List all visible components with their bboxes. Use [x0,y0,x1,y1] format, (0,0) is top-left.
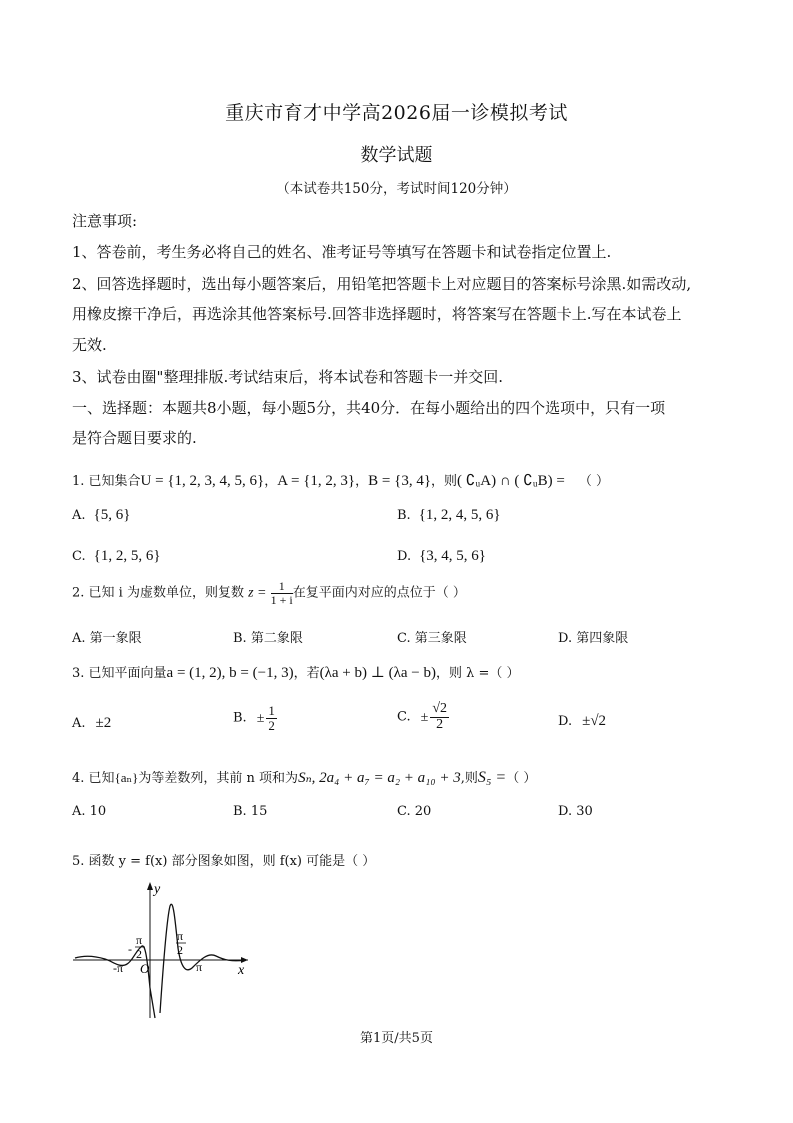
section1-line2: 是符合题目要求的. [72,429,197,447]
q3-option-b-fraction: $\frac{1}{2}$ [268,703,275,733]
graph-pi-label: π [196,960,203,974]
exam-title: 重庆市育才中学高2026届一诊模拟考试 [225,102,568,124]
note-item-2-line2: 用橡皮擦干净后，再选涂其他答案标号.回答非选择题时，将答案写在答题卡上.写在本试卷上 [72,305,682,323]
q3-condition: (λa + b) ⊥ (λa − b) [319,665,436,681]
q4-option-d[interactable]: D. 30 [558,804,593,819]
q1-option-b-value: {1, 2, 4, 5, 6} [418,507,501,523]
q1-option-c-value: {1, 2, 5, 6} [93,548,161,564]
q1-expression: ( ∁ᵤA) ∩ ( ∁ᵤB) = [457,473,565,489]
graph-y-label: y [154,882,161,897]
note-item-2-line1: 2、回答选择题时，选出每小题答案后，用铅笔把答题卡上对应题目的答案标号涂黑.如需改动, [72,275,692,293]
q4-mid: 为等差数列，其前 n 项和为 [138,771,299,786]
note-item-2-line3: 无效. [72,336,107,354]
section1-line1: 一、选择题：本题共8小题，每小题5分，共40分．在每小题给出的四个选项中，只有一项 [72,399,666,417]
q4-option-c[interactable]: C. 20 [397,804,432,819]
q2-prefix: 2. 已知 i 为虚数单位，则复数 [72,585,244,601]
q5-function-graph [70,878,260,1023]
q4-option-a[interactable]: A. 10 [72,804,107,819]
q3-option-a[interactable]: A. ±2 [72,715,112,731]
q3-option-c-fraction: $\frac{√2}{2}$ [432,701,447,732]
note-item-3: 3、试卷由圈"整理排版.考试结束后，将本试卷和答题卡一并交回. [72,368,503,386]
notes-heading: 注意事项: [72,212,138,230]
graph-neg-half-pi-den: 2 [136,947,142,961]
q1-set-a: A = {1, 2, 3} [277,473,356,489]
q3-option-b[interactable]: B. ± $\frac{1}{2}$ [233,703,275,733]
q4-answer-paren: （ ） [506,771,537,786]
q3-option-d-value: ±√2 [582,713,607,729]
q3-mid: ，若 [293,666,320,681]
graph-half-pi-num: π [177,929,184,943]
q2-suffix: 在复平面内对应的点位于（ ） [292,585,466,601]
q1-answer-paren: （ ） [578,474,609,489]
graph-x-label: x [238,963,245,978]
q3-vectors: a = (1, 2), b = (−1, 3) [166,665,294,681]
note-item-1: 1、答卷前，考生务必将自己的姓名、准考证号等填写在答题卡和试卷指定位置上. [72,243,612,261]
q4-sequence: {aₙ} [114,770,139,785]
graph-neg-half-pi-num: π [136,933,143,947]
q2-z: z = [248,585,267,601]
q4-stem [72,767,536,787]
q4-then: ,则 [460,771,478,786]
q1-then: ，则 [431,474,458,489]
q1-option-d[interactable]: D. {3, 4, 5, 6} [397,548,486,564]
q1-option-d-value: {3, 4, 5, 6} [419,548,486,564]
exam-info: （本试卷共150分，考试时间120分钟） [276,181,517,197]
q1-prefix: 1. 已知集合 [72,474,141,489]
q1-option-c[interactable]: C. {1, 2, 5, 6} [72,548,161,564]
page-footer: 第1页/共5页 [360,1031,433,1046]
subject-title: 数学试题 [360,145,433,166]
q4-condition: Sₙ, 2a₄ + a₇ = a₂ + a₁₀ + 3 [298,770,461,786]
q4-prefix: 4. 已知 [72,771,115,786]
q3-option-d[interactable]: D. ±√2 [558,713,607,729]
q1-option-a[interactable]: A. {5, 6} [72,507,131,523]
q3-option-c[interactable]: C. ± $\frac{√2}{2}$ [397,701,447,732]
q1-option-a-value: {5, 6} [93,507,131,523]
q2-option-c[interactable]: C. 第三象限 [397,631,467,646]
q2-stem [72,580,466,606]
q2-fraction: $\frac{1}{1 + i}$ [270,579,293,607]
q4-option-b[interactable]: B. 15 [233,804,268,819]
y-axis-arrow [147,882,153,890]
curve-right-branch [160,904,246,1013]
q3-suffix: ，则 λ =（ ） [435,666,520,681]
graph-neg-half-pi-sign: - [128,942,132,956]
q1-stem: 1. 已知集合U = {1, 2, 3, 4, 5, 6}，A = {1, 2, 3}，B = {3, 4}，则( ∁ᵤA) ∩ ( ∁ᵤB) = （ ） [72,473,609,489]
q2-option-b[interactable]: B. 第二象限 [233,631,303,646]
q1-set-u: U = {1, 2, 3, 4, 5, 6} [140,473,265,489]
q5-stem: 5. 函数 y = f(x) 部分图象如图，则 f(x) 可能是（ ） [72,854,376,869]
q3-prefix: 3. 已知平面向量 [72,666,167,681]
q3-stem [72,662,520,682]
q2-option-a[interactable]: A. 第一象限 [72,631,142,646]
q3-option-a-value: ±2 [95,715,112,731]
graph-neg-pi-label: -π [113,961,124,975]
q2-option-d[interactable]: D. 第四象限 [558,631,629,646]
q1-option-b[interactable]: B. {1, 2, 4, 5, 6} [397,507,501,523]
q1-set-b: B = {3, 4} [368,473,432,489]
q4-ask: S₅ = [477,769,507,786]
graph-origin-label: O [140,961,150,976]
curve-left-branch [75,946,155,1018]
graph-half-pi-den: 2 [177,943,183,957]
